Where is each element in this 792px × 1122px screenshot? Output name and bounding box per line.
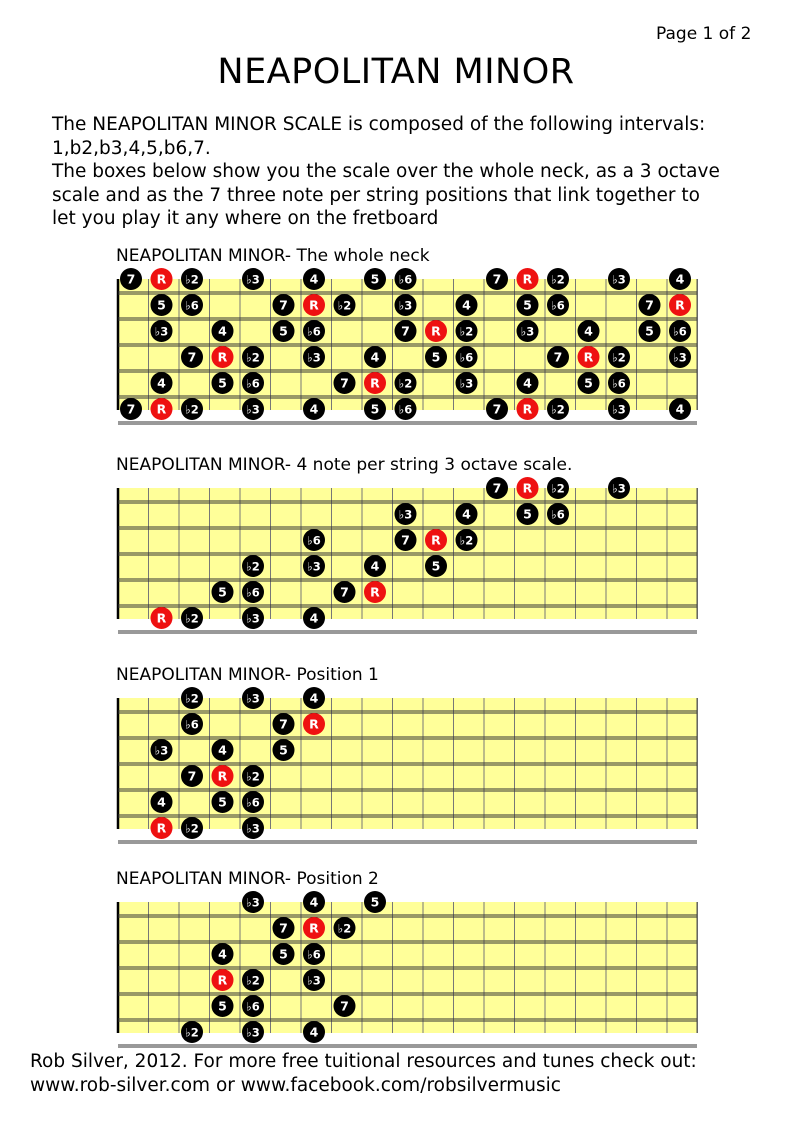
note-label: ♭2	[185, 821, 199, 836]
scale-note-dot	[395, 372, 417, 394]
note-label: ♭3	[307, 973, 321, 988]
note-label: ♭6	[398, 272, 413, 287]
note-label: ♭6	[307, 533, 321, 548]
note-label: 5	[218, 794, 227, 810]
note-label: ♭3	[612, 272, 626, 287]
note-label: 5	[279, 742, 288, 758]
root-note-dot	[303, 713, 325, 735]
note-label: R	[156, 271, 167, 287]
footer-line: www.rob-silver.com or www.facebook.com/robsilvermusic	[30, 1074, 561, 1096]
note-label: 5	[218, 584, 227, 600]
note-label: ♭3	[246, 821, 260, 836]
note-label: 4	[309, 271, 319, 287]
scale-note-dot	[303, 687, 325, 709]
scale-note-dot	[547, 398, 569, 420]
note-label: ♭2	[551, 402, 565, 417]
diagram-heading-whole-neck: NEAPOLITAN MINOR- The whole neck	[116, 246, 430, 266]
note-label: 4	[157, 375, 166, 391]
note-label: 4	[309, 1024, 319, 1040]
note-label: ♭2	[337, 921, 352, 936]
scale-note-dot	[456, 294, 478, 316]
note-label: R	[217, 349, 228, 365]
scale-note-dot	[242, 555, 264, 577]
note-label: ♭3	[307, 350, 321, 365]
scale-note-dot	[395, 320, 417, 342]
note-label: 7	[492, 271, 502, 287]
note-label: ♭3	[246, 272, 260, 287]
note-label: ♭2	[398, 376, 413, 391]
note-label: ♭6	[246, 376, 260, 391]
root-note-dot	[517, 398, 539, 420]
scale-note-dot	[303, 529, 325, 551]
page-title: NEAPOLITAN MINOR	[217, 52, 575, 92]
scale-note-dot	[303, 268, 325, 290]
scale-note-dot	[364, 268, 386, 290]
scale-note-dot	[517, 372, 539, 394]
scale-note-dot	[242, 268, 264, 290]
note-label: 7	[401, 532, 410, 548]
note-label: 4	[584, 323, 593, 339]
note-label: 4	[309, 894, 319, 910]
note-label: R	[583, 349, 594, 365]
scale-note-dot	[212, 943, 234, 965]
scale-note-dot	[212, 995, 234, 1017]
scale-note-dot	[181, 1021, 203, 1043]
scale-note-dot	[151, 294, 173, 316]
scale-note-dot	[151, 320, 173, 342]
scale-note-dot	[456, 346, 478, 368]
root-note-dot	[151, 817, 173, 839]
scale-note-dot	[669, 398, 691, 420]
scale-note-dot	[334, 917, 356, 939]
note-label: ♭2	[185, 1025, 199, 1040]
note-label: ♭6	[185, 298, 199, 313]
note-label: ♭3	[673, 350, 687, 365]
note-label: 5	[523, 506, 532, 522]
scale-note-dot	[212, 791, 234, 813]
note-label: 7	[187, 349, 197, 365]
diagram-heading-position-2: NEAPOLITAN MINOR- Position 2	[116, 869, 379, 889]
note-label: R	[156, 401, 167, 417]
intro-line: scale and as the 7 three note per string positions that link together to	[52, 184, 700, 206]
note-label: 4	[462, 297, 471, 313]
scale-note-dot	[395, 503, 417, 525]
page-number: Page 1 of 2	[656, 24, 752, 44]
note-label: ♭6	[307, 324, 321, 339]
scale-note-dot	[608, 372, 630, 394]
scale-note-dot	[273, 943, 295, 965]
footer	[30, 1050, 697, 1097]
scale-note-dot	[181, 687, 203, 709]
note-label: ♭6	[185, 717, 199, 732]
note-label: R	[156, 820, 167, 836]
note-label: ♭3	[246, 895, 260, 910]
note-label: 7	[279, 716, 288, 732]
scale-note-dot	[608, 477, 630, 499]
scale-note-dot	[456, 529, 478, 551]
scale-note-dot	[395, 529, 417, 551]
root-note-dot	[303, 294, 325, 316]
scale-note-dot	[242, 607, 264, 629]
note-label: R	[522, 401, 533, 417]
scale-note-dot	[242, 1021, 264, 1043]
note-label: 5	[370, 894, 380, 910]
scale-note-dot	[395, 398, 417, 420]
root-note-dot	[303, 917, 325, 939]
root-note-dot	[212, 765, 234, 787]
note-label: ♭6	[246, 795, 260, 810]
scale-note-dot	[456, 503, 478, 525]
note-label: R	[522, 271, 533, 287]
note-label: ♭6	[612, 376, 626, 391]
scale-note-dot	[303, 398, 325, 420]
scale-note-dot	[456, 372, 478, 394]
note-label: R	[370, 584, 380, 600]
scale-note-dot	[395, 268, 417, 290]
note-label: ♭6	[551, 298, 565, 313]
note-label: 4	[218, 946, 227, 962]
scale-note-dot	[242, 372, 264, 394]
intro-line: The boxes below show you the scale over the whole neck, as a 3 octave	[52, 161, 720, 182]
note-label: ♭2	[185, 272, 199, 287]
root-note-dot	[517, 268, 539, 290]
scale-note-dot	[578, 372, 600, 394]
note-label: 4	[309, 610, 319, 626]
scale-note-dot	[212, 581, 234, 603]
scale-note-dot	[303, 346, 325, 368]
note-label: R	[309, 297, 319, 313]
note-label: R	[522, 480, 533, 496]
note-label: R	[309, 716, 319, 732]
scale-note-dot	[303, 943, 325, 965]
note-label: 5	[431, 558, 441, 574]
note-label: 4	[370, 349, 380, 365]
scale-note-dot	[334, 294, 356, 316]
note-label: 7	[340, 584, 349, 600]
note-label: ♭3	[398, 298, 413, 313]
scale-note-dot	[242, 995, 264, 1017]
root-note-dot	[151, 607, 173, 629]
scale-note-dot	[303, 891, 325, 913]
note-label: ♭2	[459, 533, 474, 548]
intro-line: 1,b2,b3,4,5,b6,7.	[52, 137, 211, 159]
note-label: ♭3	[612, 481, 626, 496]
scale-note-dot	[242, 817, 264, 839]
scale-note-dot	[456, 320, 478, 342]
note-label: ♭3	[154, 324, 169, 339]
scale-note-dot	[120, 268, 142, 290]
note-label: ♭3	[398, 507, 413, 522]
note-label: ♭2	[246, 350, 260, 365]
note-label: 4	[157, 794, 166, 810]
scale-note-dot	[486, 268, 508, 290]
scale-note-dot	[181, 713, 203, 735]
note-label: ♭6	[307, 947, 321, 962]
note-label: ♭3	[459, 376, 474, 391]
scale-note-dot	[547, 503, 569, 525]
diagram-heading-three-octave: NEAPOLITAN MINOR- 4 note per string 3 octave scale.	[116, 455, 573, 475]
note-label: 4	[675, 271, 685, 287]
note-label: 7	[645, 297, 654, 313]
note-label: 7	[126, 271, 136, 287]
note-label: ♭2	[246, 973, 260, 988]
scale-note-dot	[334, 995, 356, 1017]
note-label: 4	[309, 401, 319, 417]
scale-note-dot	[486, 398, 508, 420]
note-label: ♭3	[307, 559, 321, 574]
scale-note-dot	[181, 607, 203, 629]
note-label: R	[217, 972, 228, 988]
scale-note-dot	[517, 503, 539, 525]
scale-note-dot	[273, 320, 295, 342]
scale-note-dot	[181, 398, 203, 420]
root-note-dot	[151, 268, 173, 290]
scale-note-dot	[273, 917, 295, 939]
note-label: ♭3	[246, 691, 260, 706]
scale-note-dot	[181, 817, 203, 839]
scale-note-dot	[669, 268, 691, 290]
note-label: ♭3	[246, 611, 260, 626]
scale-note-dot	[181, 268, 203, 290]
note-label: 5	[431, 349, 441, 365]
note-label: 5	[279, 946, 288, 962]
note-label: R	[309, 920, 319, 936]
note-label: R	[370, 375, 380, 391]
note-label: ♭2	[612, 350, 626, 365]
note-label: ♭6	[246, 585, 260, 600]
note-label: ♭2	[551, 272, 565, 287]
note-label: 7	[492, 480, 502, 496]
note-label: R	[675, 297, 685, 313]
note-label: ♭6	[246, 999, 260, 1014]
note-label: ♭6	[459, 350, 474, 365]
scale-note-dot	[273, 713, 295, 735]
note-label: 7	[553, 349, 563, 365]
scale-note-dot	[669, 346, 691, 368]
scale-note-dot	[273, 294, 295, 316]
note-label: 4	[523, 375, 532, 391]
diagram-heading-position-1: NEAPOLITAN MINOR- Position 1	[116, 665, 379, 685]
note-label: ♭2	[185, 611, 199, 626]
scale-note-dot	[242, 398, 264, 420]
note-label: 4	[309, 690, 319, 706]
note-label: ♭6	[551, 507, 565, 522]
note-label: ♭3	[520, 324, 535, 339]
note-label: R	[217, 768, 228, 784]
note-label: ♭3	[612, 402, 626, 417]
scale-note-dot	[212, 372, 234, 394]
scale-note-dot	[669, 320, 691, 342]
root-note-dot	[669, 294, 691, 316]
note-label: 5	[157, 297, 166, 313]
note-label: 4	[370, 558, 380, 574]
scale-note-dot	[517, 320, 539, 342]
scale-note-dot	[639, 320, 661, 342]
note-label: ♭6	[673, 324, 687, 339]
scale-note-dot	[395, 294, 417, 316]
note-label: 5	[218, 375, 227, 391]
note-label: 5	[645, 323, 654, 339]
note-label: 5	[279, 323, 288, 339]
scale-note-dot	[273, 739, 295, 761]
scale-note-dot	[151, 372, 173, 394]
scale-note-dot	[608, 346, 630, 368]
root-note-dot	[212, 969, 234, 991]
root-note-dot	[364, 581, 386, 603]
note-label: ♭2	[551, 481, 565, 496]
note-label: 7	[340, 998, 349, 1014]
note-label: 7	[492, 401, 502, 417]
scale-note-dot	[547, 268, 569, 290]
fretboard-three-octave	[0, 475, 792, 635]
scale-note-dot	[334, 372, 356, 394]
fretboard-whole-neck	[0, 266, 792, 426]
scale-note-dot	[334, 581, 356, 603]
scale-note-dot	[303, 1021, 325, 1043]
scale-note-dot	[303, 607, 325, 629]
intro-line: let you play it any where on the fretboard	[52, 208, 439, 229]
intro-text	[52, 113, 772, 231]
note-label: 7	[279, 920, 288, 936]
scale-note-dot	[212, 739, 234, 761]
note-label: ♭2	[185, 691, 199, 706]
scale-note-dot	[181, 294, 203, 316]
note-label: 7	[401, 323, 410, 339]
note-label: ♭2	[337, 298, 352, 313]
note-label: 5	[584, 375, 593, 391]
scale-note-dot	[486, 477, 508, 499]
scale-note-dot	[639, 294, 661, 316]
intro-line: The NEAPOLITAN MINOR SCALE is composed of the following intervals:	[52, 114, 706, 135]
scale-note-dot	[547, 477, 569, 499]
note-label: 4	[675, 401, 685, 417]
root-note-dot	[151, 398, 173, 420]
fretboard-position-1	[0, 685, 792, 845]
scale-note-dot	[608, 398, 630, 420]
scale-note-dot	[242, 687, 264, 709]
note-label: ♭2	[185, 402, 199, 417]
note-label: 7	[279, 297, 288, 313]
scale-note-dot	[425, 555, 447, 577]
note-label: ♭2	[246, 559, 260, 574]
note-label: 7	[126, 401, 136, 417]
note-label: 4	[218, 742, 227, 758]
root-note-dot	[425, 320, 447, 342]
scale-note-dot	[120, 398, 142, 420]
scale-note-dot	[547, 346, 569, 368]
scale-note-dot	[364, 555, 386, 577]
scale-note-dot	[242, 969, 264, 991]
scale-note-dot	[242, 765, 264, 787]
scale-note-dot	[303, 555, 325, 577]
scale-note-dot	[151, 791, 173, 813]
scale-note-dot	[547, 294, 569, 316]
scale-note-dot	[303, 320, 325, 342]
root-note-dot	[517, 477, 539, 499]
note-label: ♭2	[246, 769, 260, 784]
note-label: 7	[187, 768, 197, 784]
scale-note-dot	[242, 346, 264, 368]
root-note-dot	[425, 529, 447, 551]
note-label: 4	[462, 506, 471, 522]
footer-line: Rob Silver, 2012. For more free tuitional resources and tunes check out:	[30, 1051, 697, 1072]
note-label: 5	[370, 401, 380, 417]
note-label: R	[431, 532, 441, 548]
note-label: 5	[218, 998, 227, 1014]
note-label: R	[431, 323, 441, 339]
scale-note-dot	[242, 891, 264, 913]
note-label: ♭2	[459, 324, 474, 339]
note-label: 4	[218, 323, 227, 339]
note-label: ♭6	[398, 402, 413, 417]
root-note-dot	[578, 346, 600, 368]
scale-note-dot	[242, 581, 264, 603]
note-label: R	[156, 610, 167, 626]
scale-note-dot	[608, 268, 630, 290]
note-label: 5	[523, 297, 532, 313]
root-note-dot	[364, 372, 386, 394]
scale-note-dot	[364, 346, 386, 368]
scale-note-dot	[517, 294, 539, 316]
scale-note-dot	[364, 398, 386, 420]
note-label: ♭3	[246, 1025, 260, 1040]
note-label: 5	[370, 271, 380, 287]
scale-note-dot	[364, 891, 386, 913]
scale-note-dot	[181, 346, 203, 368]
scale-note-dot	[181, 765, 203, 787]
note-label: 7	[340, 375, 349, 391]
fretboard-position-2	[0, 889, 792, 1049]
scale-note-dot	[212, 320, 234, 342]
root-note-dot	[212, 346, 234, 368]
scale-note-dot	[578, 320, 600, 342]
scale-note-dot	[425, 346, 447, 368]
note-label: ♭3	[154, 743, 169, 758]
scale-note-dot	[303, 969, 325, 991]
note-label: ♭3	[246, 402, 260, 417]
scale-note-dot	[242, 791, 264, 813]
scale-note-dot	[151, 739, 173, 761]
